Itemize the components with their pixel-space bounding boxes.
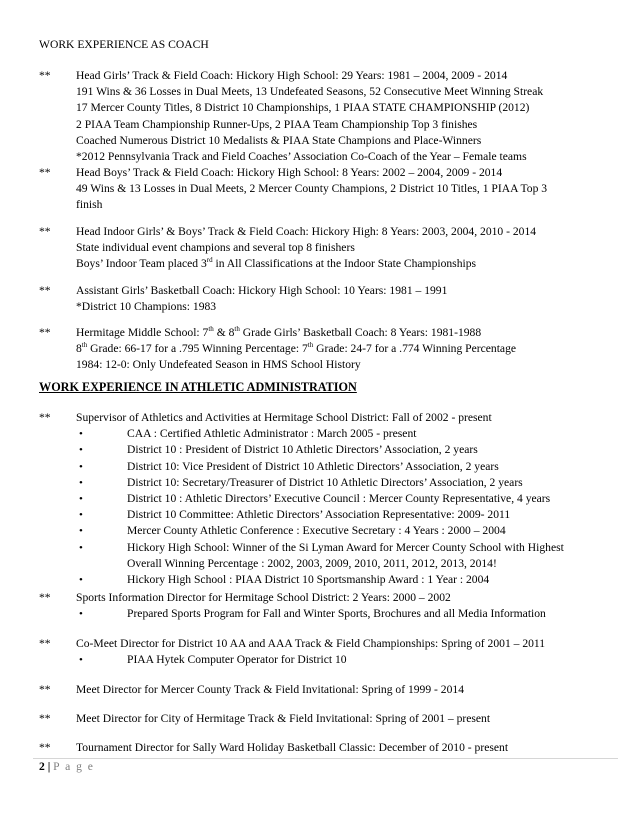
bullet-item: • Hickory High School : PIAA District 10 Sportsmanship Award : 1 Year : 2004 [76,572,619,588]
bullet-list [76,652,619,668]
superscript: th [307,341,314,350]
entry-line [76,341,619,357]
admin-heading: WORK EXPERIENCE IN ATHLETIC ADMINISTRATION [39,380,357,394]
entry-marker: ** [39,69,51,82]
superscript: th [234,325,240,334]
entry-body [76,283,619,315]
bullet-item: • District 10 Committee: Athletic Directors’ Association Representative: 2009- 2011 [76,507,619,523]
admin-entry [39,711,619,727]
entry-title: Meet Director for City of Hermitage Track & Field Invitational: Spring of 2001 – present [76,712,491,725]
entry-marker: ** [39,284,51,297]
page-number: 2 [39,760,45,773]
admin-entry [39,682,619,698]
entry-title: Assistant Girls’ Basketball Coach: Hickory High School: 10 Years: 1981 – 1991 [76,284,448,297]
footer-divider [33,758,618,759]
coach-entry [39,165,619,214]
entry-body [76,740,619,756]
bullet-item: • Prepared Sports Program for Fall and Winter Sports, Brochures and all Media Information [76,606,619,622]
footer-separator: | [44,760,54,773]
bullet-item: • Hickory High School: Winner of the Si Lyman Award for Mercer County School with Highest Overall Winning Percentage : 2002, 2003, 2009, 2010, 2011, 2012, 2013, 2014! [76,540,597,572]
entry-line: *District 10 Champions: 1983 [76,300,217,314]
page-label: P a g e [53,760,95,773]
text-run: Grade: 24-7 for a .774 Winning Percentage [313,342,517,356]
coach-entry [39,283,619,315]
entry-line: Coached Numerous District 10 Medalists & PIAA State Champions and Place-Winners [76,133,482,147]
superscript: th [81,341,88,350]
entry-title: Head Indoor Girls’ & Boys’ Track & Field Coach: Hickory High: 8 Years: 2003, 2004, 2010 - 2014 [76,225,537,238]
entry-body [76,590,619,622]
entry-title [76,325,619,341]
entry-marker: ** [39,591,51,604]
entry-marker: ** [39,225,51,238]
bullet-item: • PIAA Hytek Computer Operator for District 10 [76,652,619,668]
entry-title: Tournament Director for Sally Ward Holiday Basketball Classic: December of 2010 - present [76,741,509,754]
coach-entry [39,325,619,374]
bullet-list [76,426,619,588]
entry-line: finish [76,198,103,212]
entry-line: 191 Wins & 36 Losses in Dual Meets, 13 Undefeated Seasons, 52 Consecutive Meet Winning Streak [76,85,544,99]
coach-heading: WORK EXPERIENCE AS COACH [39,38,209,51]
entry-marker: ** [39,741,51,754]
entry-title: Head Girls’ Track & Field Coach: Hickory High School: 29 Years: 1981 – 2004, 2009 - 2014 [76,69,508,82]
bullet-item: • District 10: Vice President of District 10 Athletic Directors’ Association, 2 years [76,459,619,475]
entry-title: Sports Information Director for Hermitage School District: 2 Years: 2000 – 2002 [76,591,451,604]
text-run: Grade: 66-17 for a .795 Winning Percentage: 7 [87,342,308,356]
text-run: Boys’ Indoor Team placed 3 [76,257,207,271]
entry-marker: ** [39,637,51,650]
entry-title: Supervisor of Athletics and Activities at Hermitage School District: Fall of 2002 - present [76,411,492,424]
entry-line [76,256,619,272]
bullet-item: • CAA : Certified Athletic Administrator : March 2005 - present [76,426,619,442]
entry-body [76,224,619,273]
text-run: Grade Girls’ Basketball Coach: 8 Years: 1981-1988 [239,326,482,339]
text-run: & 8 [213,326,235,339]
entry-title: Head Boys’ Track & Field Coach: Hickory High School: 8 Years: 2002 – 2004, 2009 - 2014 [76,166,503,179]
page-footer [39,760,94,773]
entry-marker: ** [39,683,51,696]
entry-line: State individual event champions and several top 8 finishers [76,241,355,255]
superscript: th [208,325,214,334]
entry-body [76,682,619,698]
entry-line: 17 Mercer County Titles, 8 District 10 Championships, 1 PIAA STATE CHAMPIONSHIP (2012) [76,101,530,115]
bullet-item: • District 10 : President of District 10 Athletic Directors’ Association, 2 years [76,442,619,458]
admin-entry [39,410,619,588]
bullet-list [76,606,619,622]
entry-line: 1984: 12-0: Only Undefeated Season in HMS School History [76,358,361,372]
entry-title: Meet Director for Mercer County Track & Field Invitational: Spring of 1999 - 2014 [76,683,464,696]
admin-entry [39,636,619,668]
entry-marker: ** [39,411,51,424]
entry-line: *2012 Pennsylvania Track and Field Coaches’ Association Co-Coach of the Year – Female teams [76,150,527,164]
admin-entry [39,590,619,622]
bullet-item: • Mercer County Athletic Conference : Executive Secretary : 4 Years : 2000 – 2004 [76,523,619,539]
entry-title: Co-Meet Director for District 10 AA and AAA Track & Field Championships: Spring of 2001 – 2011 [76,637,546,650]
text-run: Hermitage Middle School: 7 [76,326,209,339]
entry-body [76,68,619,165]
coach-entry [39,68,619,165]
text-run: in All Classifications at the Indoor State Championships [212,257,477,271]
entry-body [76,636,619,668]
bullet-item: • District 10: Secretary/Treasurer of District 10 Athletic Directors’ Association, 2 years [76,475,619,491]
entry-marker: ** [39,326,51,339]
entry-marker: ** [39,712,51,725]
entry-body [76,711,619,727]
admin-entry [39,740,619,756]
entry-body [76,325,619,374]
entry-body [76,410,619,588]
bullet-item: • District 10 : Athletic Directors’ Executive Council : Mercer County Representative, 4 years [76,491,619,507]
entry-body [76,165,619,214]
coach-entry [39,224,619,273]
text-run: 8 [76,342,82,356]
entry-marker: ** [39,166,51,179]
entry-line: 49 Wins & 13 Losses in Dual Meets, 2 Mercer County Champions, 2 District 10 Titles, 1 PIAA Top 3 [76,182,548,196]
entry-line: 2 PIAA Team Championship Runner-Ups, 2 PIAA Team Championship Top 3 finishes [76,117,478,131]
superscript: rd [206,256,213,265]
